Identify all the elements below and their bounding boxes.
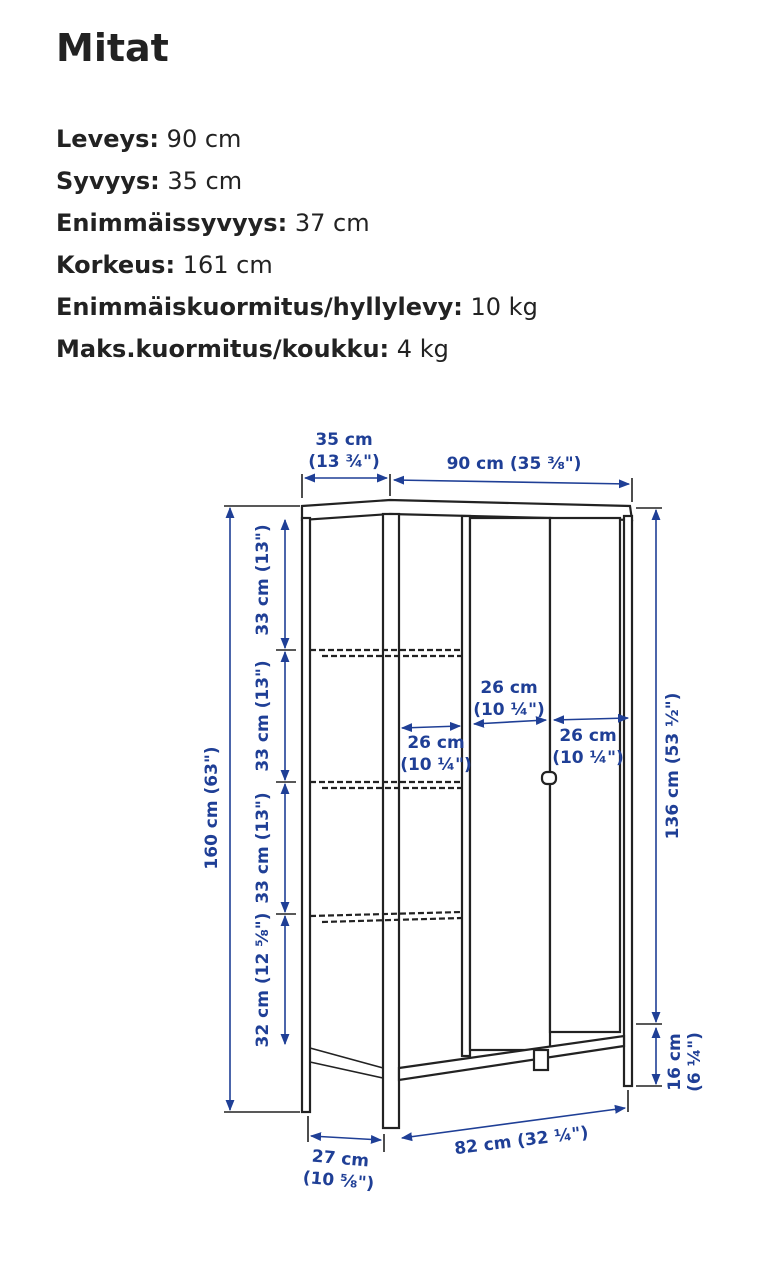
label-door-right-cm: 26 cm — [559, 726, 617, 746]
spec-width-value: 90 cm — [166, 125, 242, 153]
label-depth-top-in: (13 ¾") — [308, 452, 380, 472]
label-shelf-gap-2: 33 cm (13") — [253, 660, 273, 772]
spec-hook-load-value: 4 kg — [396, 335, 449, 363]
spec-width — [56, 118, 538, 160]
label-shelf-gap-1: 33 cm (13") — [253, 524, 273, 636]
label-depth-top-cm: 35 cm — [315, 430, 373, 450]
label-leg-height-in: (6 ¼") — [685, 1032, 705, 1092]
spec-max-depth-value: 37 cm — [294, 209, 370, 237]
label-shelf-gap-4: 32 cm (12 ⅝") — [253, 912, 273, 1048]
label-depth-bottom-in: (10 ⅝") — [301, 1167, 375, 1195]
label-door-left-cm: 26 cm — [480, 678, 538, 698]
label-door-left-in: (10 ¼") — [473, 700, 545, 720]
spec-hook-load-label: Maks.kuormitus/koukku: — [56, 335, 390, 363]
spec-shelf-load-value: 10 kg — [470, 293, 538, 321]
spec-depth-value: 35 cm — [167, 167, 243, 195]
spec-list — [56, 118, 538, 370]
page-title: Mitat — [56, 26, 169, 70]
spec-shelf-load — [56, 286, 538, 328]
label-depth-bottom-cm: 27 cm — [310, 1146, 370, 1172]
spec-height-label: Korkeus: — [56, 251, 176, 279]
spec-height-value: 161 cm — [182, 251, 273, 279]
label-leg-height-cm: 16 cm — [665, 1033, 685, 1091]
label-door-right-in: (10 ¼") — [552, 748, 624, 768]
spec-depth — [56, 160, 538, 202]
spec-depth-label: Syvyys: — [56, 167, 160, 195]
label-inner-open-in: (10 ¼") — [400, 755, 472, 775]
spec-max-depth — [56, 202, 538, 244]
label-shelf-gap-3: 33 cm (13") — [253, 792, 273, 904]
label-door-height: 136 cm (53 ½") — [663, 692, 683, 840]
cabinet-drawing — [302, 500, 632, 1128]
spec-height — [56, 244, 538, 286]
label-width-bottom: 82 cm (32 ¼") — [453, 1122, 590, 1160]
spec-max-depth-label: Enimmäissyvyys: — [56, 209, 288, 237]
spec-width-label: Leveys: — [56, 125, 160, 153]
spec-shelf-load-label: Enimmäiskuormitus/hyllylevy: — [56, 293, 463, 321]
label-inner-open-cm: 26 cm — [407, 733, 465, 753]
spec-hook-load — [56, 328, 538, 370]
dimension-diagram — [0, 400, 772, 1220]
label-height-total: 160 cm (63") — [202, 746, 222, 870]
label-width-top: 90 cm (35 ⅜") — [446, 454, 582, 474]
